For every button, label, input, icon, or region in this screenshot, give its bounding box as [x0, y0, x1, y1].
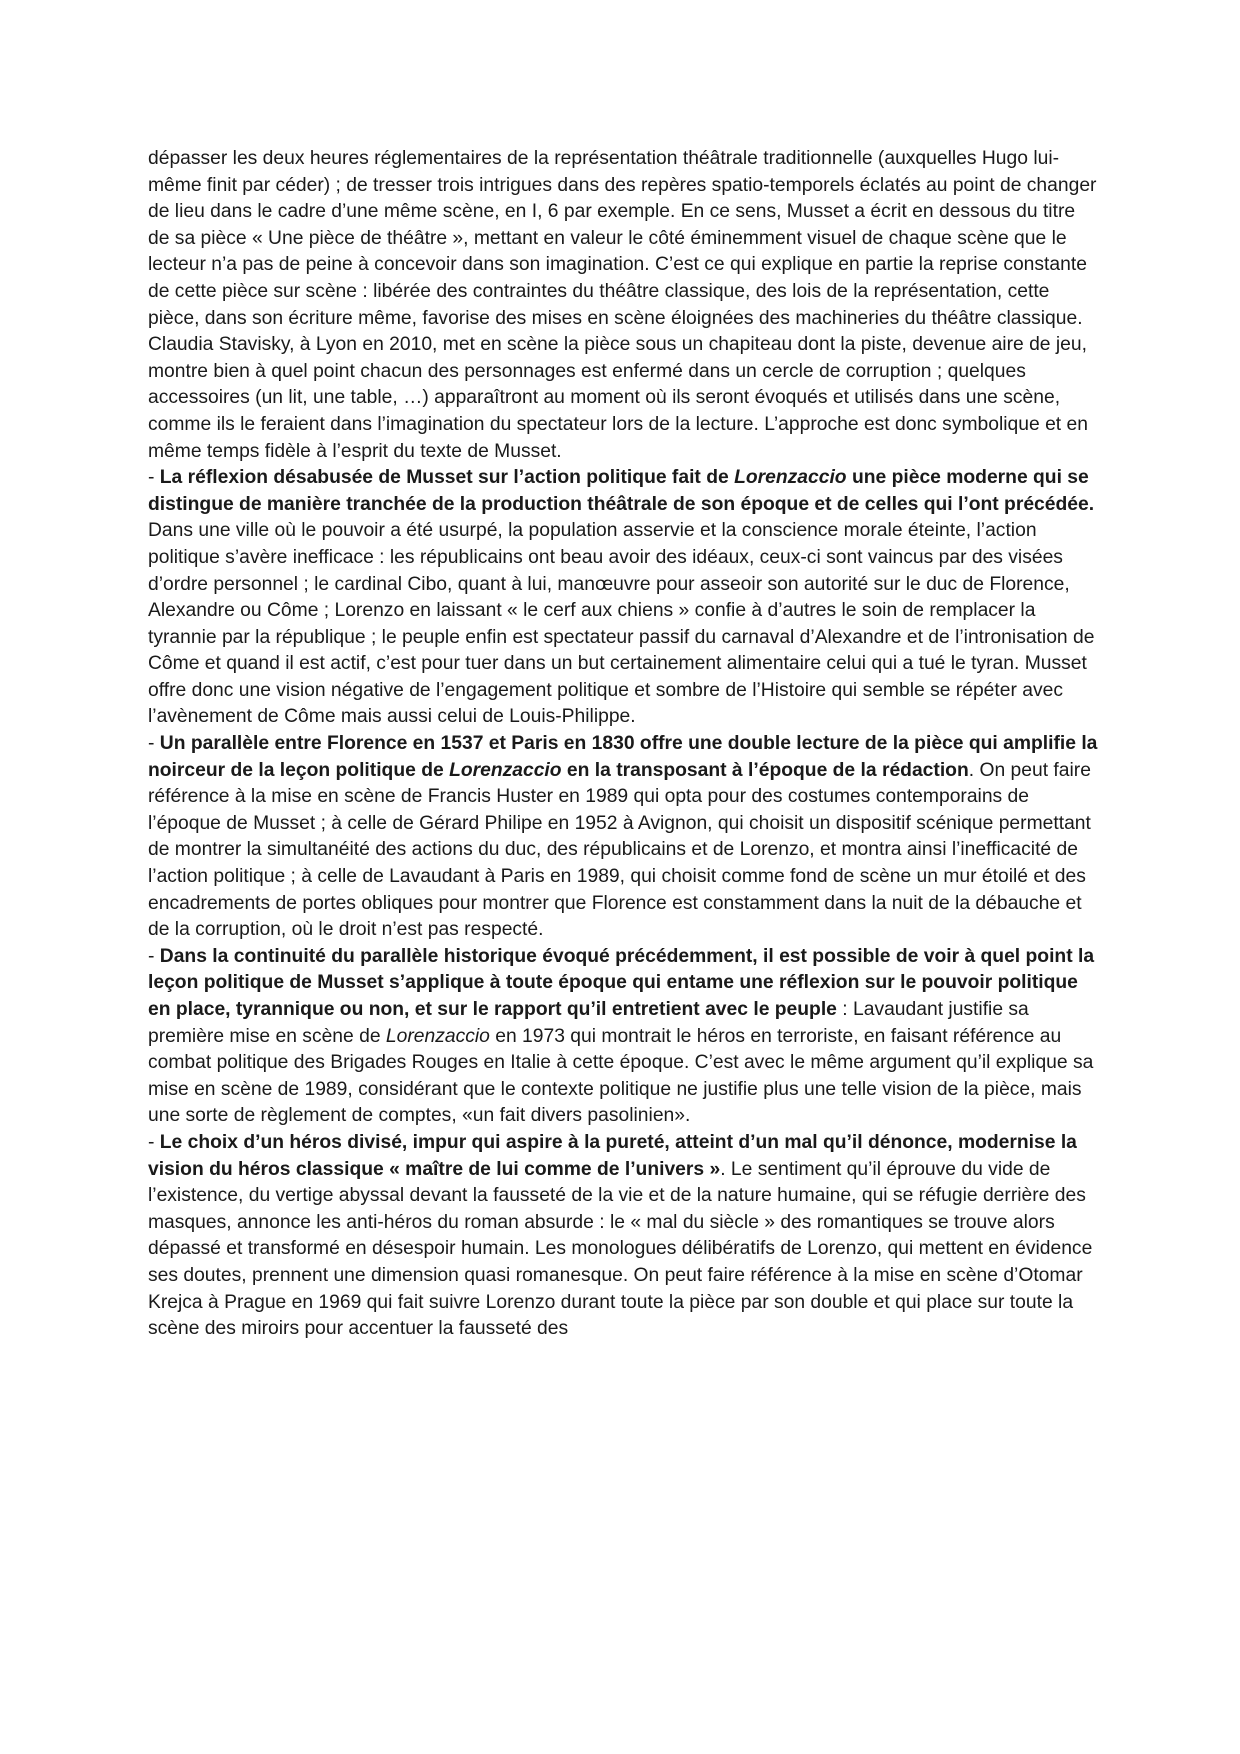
paragraph-florence-paris [148, 731, 1098, 944]
list-dash: - [148, 1131, 160, 1153]
paragraph-divided-hero [148, 1130, 1098, 1343]
work-title: Lorenzaccio [449, 759, 562, 781]
list-dash: - [148, 945, 160, 967]
paragraph-political-action [148, 465, 1098, 731]
paragraph-staging [148, 146, 1098, 465]
document-page [148, 146, 1098, 1343]
thesis-statement: Un parallèle entre Florence en 1537 et Paris en 1830 offre une double lecture de la pièce qui amplifie la noirceur de la leçon politique de [148, 733, 1098, 781]
thesis-statement: La réflexion désabusée de Musset sur l’action politique fait de [159, 467, 735, 489]
paragraph-text: . Le sentiment qu’il éprouve du vide de l’existence, du vertige abyssal devant la fausseté de la vie et de la nature humaine, qui se réfugie derrière des masques, annonce les anti-héros du roman absurde : le « mal du siècle » des romantiques se trouve alors dépassé et transformé en désespoir humain. Les monologues délibératifs de Lorenzo, qui mettent en évidence ses doutes, prennent une dimension quasi romanesque. On peut faire référence à la mise en scène d’Otomar Krejca à Prague en 1969 qui fait suivre Lorenzo durant toute la pièce par son double et qui place sur toute la scène des miroirs pour accentuer la fausseté des [148, 1158, 1093, 1340]
paragraph-text-continued: en 1973 qui montrait le héros en terroriste, en faisant référence au combat politique des Brigades Rouges en Italie à cette époque. C’est avec le même argument qu’il explique sa mise en scène de 1989, considérant que le contexte politique ne justifie plus une telle vision de la pièce, mais une sorte de règlement de comptes, «un fait divers pasolinien». [148, 1025, 1094, 1127]
paragraph-text: . On peut faire référence à la mise en scène de Francis Huster en 1989 qui opta pour des costumes contemporains de l’époque de Musset ; à celle de Gérard Philipe en 1952 à Avignon, qui choisit un dispositif scénique permettant de montrer la simultanéité des actions du duc, des républicains et de Lorenzo, et montra ainsi l’inefficacité de l’action politique ; à celle de Lavaudant à Paris en 1989, qui choisit comme fond de scène un mur étoilé et des encadrements de portes obliques pour montrer que Florence est constamment dans la nuit de la débauche et de la corruption, où le droit n’est pas respecté. [148, 759, 1091, 941]
thesis-statement-continued: en la transposant à l’époque de la rédaction [561, 759, 969, 781]
thesis-statement: Dans la continuité du parallèle historique évoqué précédemment, il est possible de voir à quel point la leçon politique de Musset s’applique à toute époque qui entame une réflexion sur le pouvoir politique en place, tyrannique ou non, et sur le rapport qu’il entretient avec le peuple [148, 945, 1095, 1020]
thesis-statement: Le choix d’un héros divisé, impur qui aspire à la pureté, atteint d’un mal qu’il dénonce, modernise la vision du héros classique « maître de lui comme de l’univers » [148, 1131, 1077, 1180]
thesis-statement-continued: une pièce moderne qui se distingue de manière tranchée de la production théâtrale de son époque et de celles qui l’ont précédée. [148, 467, 1095, 515]
list-dash: - [148, 733, 160, 755]
work-title: Lorenzaccio [734, 467, 847, 489]
paragraph-text: Dans une ville où le pouvoir a été usurpé, la population asservie et la conscience morale éteinte, l’action politique s’avère inefficace : les républicains ont beau avoir des idéaux, ceux-ci sont vaincus par des visées d’ordre personnel ; le cardinal Cibo, quant à lui, manœuvre pour asseoir son autorité sur le duc de Florence, Alexandre ou Côme ; Lorenzo en laissant « le cerf aux chiens » confie à d’autres le soin de remplacer la tyrannie par la république ; le peuple enfin est spectateur passif du carnaval d’Alexandre et de l’intronisation de Côme et quand il est actif, c’est pour tuer dans un but certainement alimentaire celui qui a tué le tyran. Musset offre donc une vision négative de l’engagement politique et sombre de l’Histoire qui semble se répéter avec l’avènement de Côme mais aussi celui de Louis-Philippe. [148, 520, 1095, 728]
paragraph-text: : Lavaudant justifie sa première mise en scène de [148, 999, 1029, 1047]
work-title: Lorenzaccio [385, 1025, 490, 1047]
list-dash: - [148, 467, 160, 489]
paragraph-historical-continuity [148, 944, 1098, 1130]
paragraph-text: dépasser les deux heures réglementaires de la représentation théâtrale traditionnelle (auxquelles Hugo lui-même finit par céder) ; de tresser trois intrigues dans des repères spatio-temporels éclatés au point de changer de lieu dans le cadre d’une même scène, en I, 6 par exemple. En ce sens, Musset a écrit en dessous du titre de sa pièce « Une pièce de théâtre », mettant en valeur le côté éminemment visuel de chaque scène que le lecteur n’a pas de peine à concevoir dans son imagination. C’est ce qui explique en partie la reprise constante de cette pièce sur scène : libérée des contraintes du théâtre classique, des lois de la représentation, cette pièce, dans son écriture même, favorise des mises en scène éloignées des machineries du théâtre classique. Claudia Stavisky, à Lyon en 2010, met en scène la pièce sous un chapiteau dont la piste, devenue aire de jeu, montre bien à quel point chacun des personnages est enfermé dans un cercle de corruption ; quelques accessoires (un lit, une table, …) apparaîtront au moment où ils seront évoqués et utilisés dans une scène, comme ils le feraient dans l’imagination du spectateur lors de la lecture. L’approche est donc symbolique et en même temps fidèle à l’esprit du texte de Musset. [148, 148, 1097, 462]
